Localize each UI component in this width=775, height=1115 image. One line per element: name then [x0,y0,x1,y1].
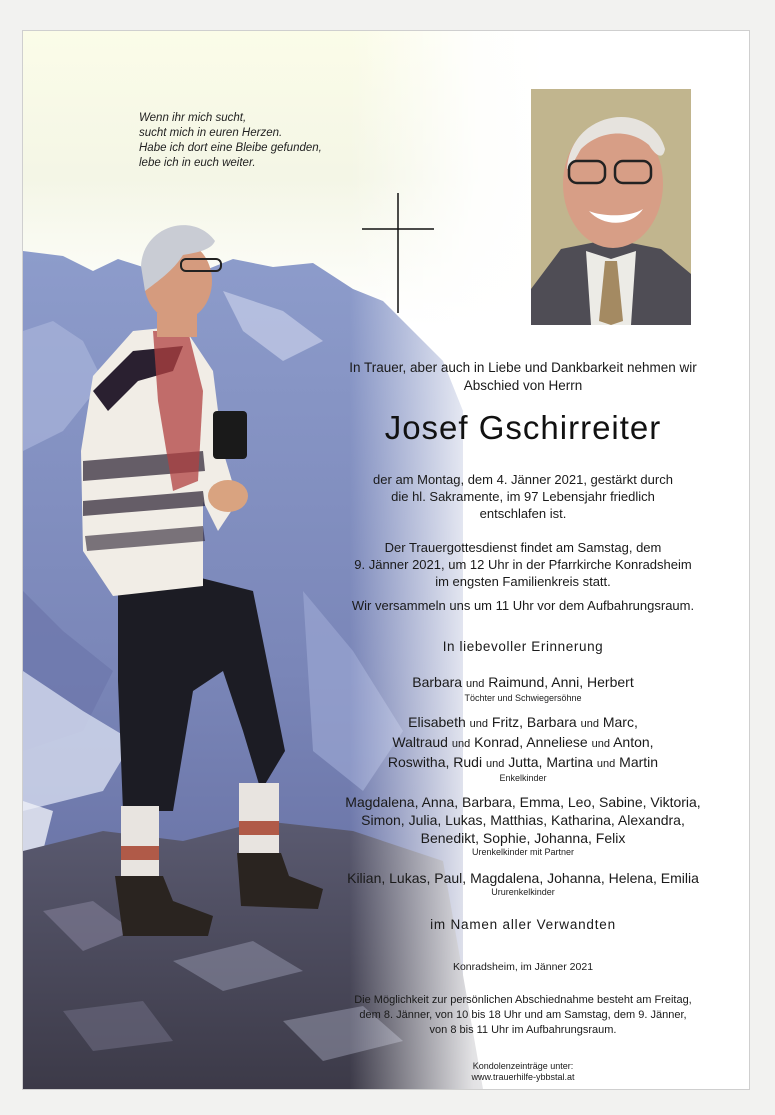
service-line: im engsten Familienkreis statt. [435,574,611,589]
intro-line: In Trauer, aber auch in Liebe und Dankbarkeit nehmen wir [349,360,697,375]
service-line: 9. Jänner 2021, um 12 Uhr in der Pfarrkirche Konradsheim [354,557,692,572]
relation-label: Ururenkelkinder [491,887,555,897]
family-line: Roswitha, Rudi und Jutta, Martina und Martin [387,754,659,770]
family-great-grandchildren [303,793,743,861]
relation-label: Enkelkinder [499,773,547,783]
farewell-info [303,993,743,1038]
memorial-quote [139,111,399,171]
condolence-label: Kondolenzeinträge unter: [472,1061,574,1071]
place-date: Konradsheim, im Jänner 2021 [452,961,594,973]
gathering-info: Wir versammeln uns um 11 Uhr vor dem Aufbahrungsraum. [351,598,695,613]
deceased-name: Josef Gschirreiter [384,409,662,446]
parte-card [22,30,750,1090]
portrait-photo [531,89,691,325]
condolence-url[interactable]: www.trauerhilfe-ybbstal.at [471,1072,575,1082]
relation-label: Töchter und Schwiegersöhne [464,693,582,703]
family-line: Benedikt, Sophie, Johanna, Felix [420,830,626,846]
family-line: Kilian, Lukas, Paul, Magdalena, Johanna, Helena, Emilia [347,870,699,886]
family-line: Magdalena, Anna, Barbara, Emma, Leo, Sabine, Viktoria, [345,794,701,810]
family-line: Elisabeth und Fritz, Barbara und Marc, [408,714,638,730]
quote-line: lebe ich in euch weiter. [139,157,256,169]
farewell-line: Die Möglichkeit zur persönlichen Abschiednahme besteht am Freitag, [354,994,692,1006]
service-info [303,539,743,590]
family-line: Simon, Julia, Lukas, Matthias, Katharina, Alexandra, [361,812,685,828]
family-line: Barbara und Raimund, Anni, Herbert [412,674,634,690]
farewell-line: von 8 bis 11 Uhr im Aufbahrungsraum. [429,1024,617,1036]
intro-text [303,359,743,395]
death-notice-line: entschlafen ist. [479,506,567,521]
family-line: Waltraud und Konrad, Anneliese und Anton, [392,734,654,750]
cross-icon [360,191,436,315]
intro-line: Abschied von Herrn [463,378,583,393]
family-great-great-grandchildren [303,869,743,901]
memory-heading: In liebevoller Erinnerung [442,639,604,654]
death-notice-line: die hl. Sakramente, im 97 Lebensjahr friedlich [391,489,655,504]
death-notice [303,471,743,522]
farewell-line: dem 8. Jänner, von 10 bis 18 Uhr und am Samstag, dem 9. Jänner, [359,1009,687,1021]
on-behalf-text: im Namen aller Verwandten [430,917,616,932]
death-notice-line: der am Montag, dem 4. Jänner 2021, gestärkt durch [373,472,673,487]
family-daughters [303,673,743,707]
quote-line: Habe ich dort eine Bleibe gefunden, [139,142,322,154]
family-grandchildren [303,713,743,787]
quote-line: sucht mich in euren Herzen. [139,127,283,139]
service-line: Der Trauergottesdienst findet am Samstag, dem [384,540,662,555]
condolence-info [303,1061,743,1083]
quote-line: Wenn ihr mich sucht, [139,112,247,124]
relation-label: Urenkelkinder mit Partner [471,847,575,857]
